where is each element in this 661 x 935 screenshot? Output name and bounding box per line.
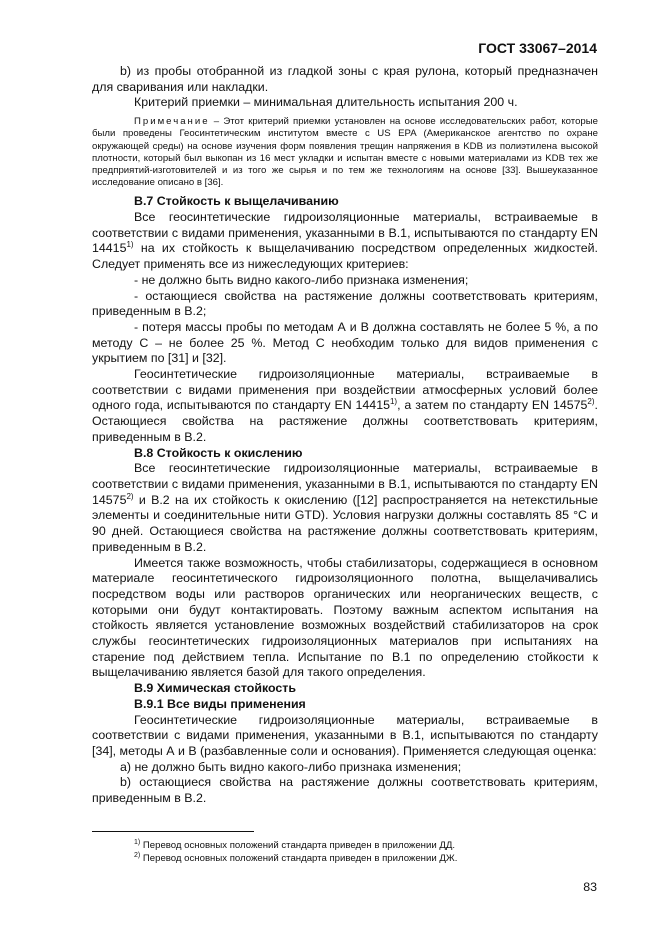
- paragraph-b8-1: [92, 461, 598, 555]
- footnote-text-2: Перевод основных положений стандарта приведен в приложении ДЖ.: [140, 853, 458, 864]
- paragraph-criterion: Критерий приемки – минимальная длительность испытания 200 ч.: [134, 95, 518, 110]
- paragraph-b7-1-part-a: Все геосинтетические гидроизоляционные материалы, встраиваемые в соответствии с видами применения, указанными в В.1, испытываются по стандарту EN 14415: [92, 210, 598, 256]
- paragraph-b7-2-part-a: Геосинтетические гидроизоляционные материалы, встраиваемые в соответствии с видами применения при воздействии атмосферных условий более одного года, испытываются по стандарту EN 14415: [92, 367, 598, 413]
- section-heading-b7: В.7 Стойкость к выщелачиванию: [134, 194, 339, 209]
- footnote-ref-1: 1): [389, 397, 398, 407]
- paragraph-b8-1-part-b: и В.2 на их стойкость к окислению ([12] распространяется на нетекстильные элементы и соединительные нити GTD). Условия нагрузки должны составлять 85 °С и 90 дней. Остающиеся свойства на растяжение должны соответствовать критериям, приведенным в В.2.: [92, 492, 598, 554]
- paragraph-b7-2-part-b: , а затем по стандарту EN 14575: [397, 398, 588, 413]
- body-text: [92, 64, 598, 807]
- footnote-2: [134, 852, 457, 865]
- paragraph-b8-1-part-a: Все геосинтетические гидроизоляционные материалы, встраиваемые в соответствии с видами применения, указанными в В.1, испытываются по стандарту EN 14575: [92, 461, 598, 507]
- standard-header: ГОСТ 33067–2014: [478, 40, 597, 56]
- note-paragraph: [92, 116, 598, 189]
- list-item: - остающиеся свойства на растяжение должны соответствовать критериям, приведенным в В.2;: [92, 288, 598, 319]
- note-label: Примечание: [134, 116, 210, 128]
- section-heading-b8: В.8 Стойкость к окислению: [134, 445, 303, 460]
- footnotes: [134, 839, 457, 865]
- section-heading-b9: В.9 Химическая стойкость: [134, 681, 296, 696]
- paragraph-b7-1-part-b: на их стойкость к выщелачиванию посредством определенных жидкостей. Следует применять все из нижеследующих критериев:: [92, 241, 598, 272]
- list-item-a: а) не должно быть видно какого-либо признака изменения;: [120, 759, 462, 774]
- paragraph-b8-2: Имеется также возможность, чтобы стабилизаторы, содержащиеся в основном материале геосинтетического гидроизоляционного полотна, выщелачивались посредством воды или растворов органических или неорганических веществ, с которыми они будут контактировать. Поэтому важным аспектом испытания на стойкость является установление возможных воздействий стабилизаторов на срок службы геосинтетических гидроизоляционных материалов при испытаниях на старение под действием тепла. Испытание по В.1 по определению стойкости к выщелачиванию является базой для такого определения.: [92, 555, 598, 680]
- note-text: – Этот критерий приемки установлен на основе исследовательских работ, которые были проведены Геосинтетическим институтом вместе с US EPA (Американское агентство по охране окружающей среды) на основе изучения форм появления трещин напряжения в KDB из полиэтилена высокой плотности, который был выкопан из 16 мест укладки и испытан вместе с новыми материалами из KDB тех же предприятий-изготовителей и из того же сырья и по тем же технологиям на основе [33]. Вышеуказанное исследование описано в [36].: [92, 116, 598, 189]
- footnote-divider: [92, 831, 254, 832]
- page-number: 83: [583, 880, 597, 894]
- list-item: - не должно быть видно какого-либо признака изменения;: [134, 272, 469, 287]
- paragraph-b7-2: [92, 367, 598, 446]
- footnote-1: [134, 839, 457, 852]
- paragraph-b9-1: Геосинтетические гидроизоляционные материалы, встраиваемые в соответствии с видами применения, указанными в В.1, испытываются по стандарту [34], методы А и В (разбавленные соли и основания). Применяется следующая оценка:: [92, 712, 598, 758]
- list-item-b: b) остающиеся свойства на растяжение должны соответствовать критериям, приведенным в В.2.: [92, 775, 598, 806]
- footnote-mark-2: 2): [134, 851, 141, 859]
- list-item: - потеря массы пробы по методам А и В должна составлять не более 5 %, а по методу С – не более 25 %. Метод С необходим только для видов применения с укрытием по [31] и [32].: [92, 319, 598, 366]
- paragraph-b7-1: [92, 210, 598, 273]
- footnote-ref-1: 1): [126, 240, 134, 250]
- footnote-ref-2: 2): [587, 397, 595, 407]
- footnote-mark-1: 1): [134, 838, 141, 846]
- section-heading-b91: В.9.1 Все виды применения: [134, 696, 306, 711]
- footnote-ref-2: 2): [126, 491, 134, 501]
- list-item-b: b) из пробы отобранной из гладкой зоны с края рулона, который предназначен для сваривания или накладки.: [92, 64, 598, 94]
- paragraph-b7-2-part-c: . Остающиеся свойства на растяжение должны соответствовать критериям, приведенным в В.2.: [92, 398, 598, 444]
- footnote-text-1: Перевод основных положений стандарта приведен в приложении ДД.: [140, 840, 456, 851]
